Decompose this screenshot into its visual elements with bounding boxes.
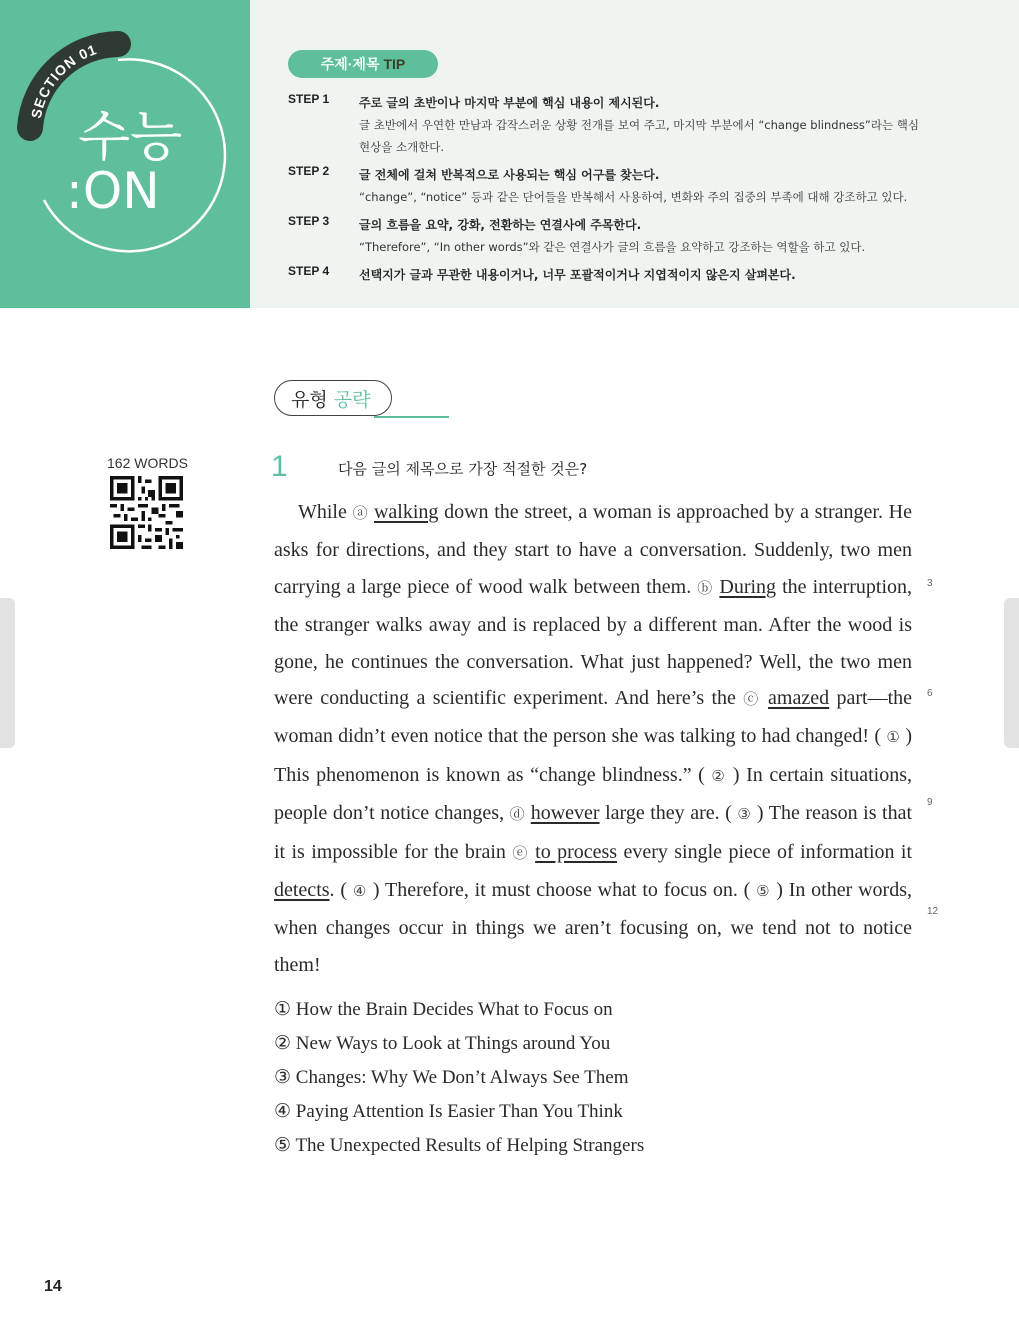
step-head: 글 전체에 걸쳐 반복적으로 사용되는 핵심 어구를 찾는다. xyxy=(359,168,660,182)
answer-options xyxy=(274,996,644,1166)
brand-line2: :ON xyxy=(66,162,160,220)
qr-code-icon[interactable] xyxy=(110,476,183,549)
line-number: 9 xyxy=(927,797,933,808)
line-number: 3 xyxy=(927,578,933,589)
option-3[interactable]: ③ Changes: Why We Don’t Always See Them xyxy=(274,1067,629,1088)
underlined-word: During xyxy=(719,575,777,598)
line-number: 12 xyxy=(927,906,939,917)
marker-c: ⓒ xyxy=(743,692,761,709)
option-5[interactable]: ⑤ The Unexpected Results of Helping Strangers xyxy=(274,1135,645,1156)
step-desc: “change”, “notice” 등과 같은 단어들을 반복해서 사용하여, 변화와 주의 집중의 부족에 대해 강조하고 있다. xyxy=(359,190,908,204)
marker-d: ⓓ xyxy=(509,807,526,824)
passage-text: part—the woman didn’t even notice that the person she was talking to had changed! ( xyxy=(274,687,913,748)
passage-text: ) Therefore, it must choose what to focus on. ( xyxy=(367,879,757,902)
option-2[interactable]: ② New Ways to Look at Things around You xyxy=(274,1033,611,1054)
step-desc: “Therefore”, “In other words”와 같은 연결사가 글의 흐름을 요약하고 강조하는 역할을 하고 있다. xyxy=(359,240,866,254)
tip-title: 주제·제목 xyxy=(320,56,380,72)
section-label: SECTION 01 xyxy=(27,41,100,120)
step-head: 선택지가 글과 무관한 내용이거나, 너무 포괄적이거나 지엽적이지 않은지 살펴본다. xyxy=(359,268,796,282)
reading-passage xyxy=(274,494,912,983)
step-label: STEP 4 xyxy=(288,264,330,278)
section-logo xyxy=(0,0,250,308)
tip-title-pill xyxy=(288,50,438,78)
badge-part1: 유형 xyxy=(291,388,328,411)
page-number: 14 xyxy=(44,1278,62,1295)
passage-text: down the street, a woman is approached by a stranger. He asks for directions, and they start to have a conversation. Suddenly, two men carrying a large piece of wood walk between them. xyxy=(274,501,912,598)
marker-e: ⓔ xyxy=(512,845,529,862)
badge-underline xyxy=(374,416,449,418)
type-badge-pill xyxy=(274,380,392,416)
passage-text: ) This phenomenon is known as “change blindness.” ( xyxy=(274,725,912,786)
underlined-word: detects xyxy=(274,879,330,902)
underlined-word: however xyxy=(530,802,600,825)
blank-3: ③ xyxy=(737,807,752,824)
passage-text: the interruption, the stranger walks away and is replaced by a different man. After the wood is gone, he continues the conversation. What just happened? Well, the two men were conducting a scientific experiment. And here’s the xyxy=(274,575,913,710)
marker-b: ⓑ xyxy=(697,580,714,597)
underlined-word: to process xyxy=(535,840,618,863)
prev-page-tab[interactable] xyxy=(0,598,15,748)
question-prompt: 다음 글의 제목으로 가장 적절한 것은? xyxy=(338,460,588,478)
brand-line1: 수능 xyxy=(78,105,183,168)
passage-text: ) In other words, when changes occur in things we aren’t focusing on, we tend not to notice them! xyxy=(274,879,912,976)
passage-text: ) In certain situations, people don’t notice changes, xyxy=(274,763,912,825)
option-4[interactable]: ④ Paying Attention Is Easier Than You Think xyxy=(274,1101,623,1122)
step-desc: 글 초반에서 우연한 만남과 갑작스러운 상황 전개를 보여 주고, 마지막 부분에서 “change blindness”라는 핵심 현상을 소개한다. xyxy=(359,118,919,154)
blank-5: ⑤ xyxy=(756,884,771,901)
underlined-word: amazed xyxy=(768,687,830,710)
passage-text: large they are. ( xyxy=(599,802,738,825)
badge-part2: 공략 xyxy=(333,388,371,411)
step-head: 주로 글의 초반이나 마지막 부분에 핵심 내용이 제시된다. xyxy=(359,96,660,110)
step-label: STEP 1 xyxy=(288,92,330,106)
next-page-tab[interactable] xyxy=(1004,598,1019,748)
step-label: STEP 3 xyxy=(288,214,330,228)
tip-suffix: TIP xyxy=(383,56,406,72)
passage-text: . ( xyxy=(329,879,353,902)
passage-text: While xyxy=(298,501,353,523)
blank-4: ④ xyxy=(352,884,368,901)
blank-1: ① xyxy=(886,730,901,747)
marker-a: ⓐ xyxy=(352,506,369,522)
option-1[interactable]: ① How the Brain Decides What to Focus on xyxy=(274,999,613,1020)
line-number: 6 xyxy=(927,688,933,699)
passage-text: ) The reason is that it is impossible for the brain xyxy=(274,802,913,863)
type-badge xyxy=(274,378,454,420)
underlined-word: walking xyxy=(373,501,439,523)
word-count: 162 WORDS xyxy=(107,455,188,471)
question-number: 1 xyxy=(271,450,288,483)
passage-text: every single piece of information it xyxy=(617,840,913,863)
blank-2: ② xyxy=(711,768,727,785)
step-head: 글의 흐름을 요약, 강화, 전환하는 연결사에 주목한다. xyxy=(359,218,642,232)
step-label: STEP 2 xyxy=(288,164,330,178)
